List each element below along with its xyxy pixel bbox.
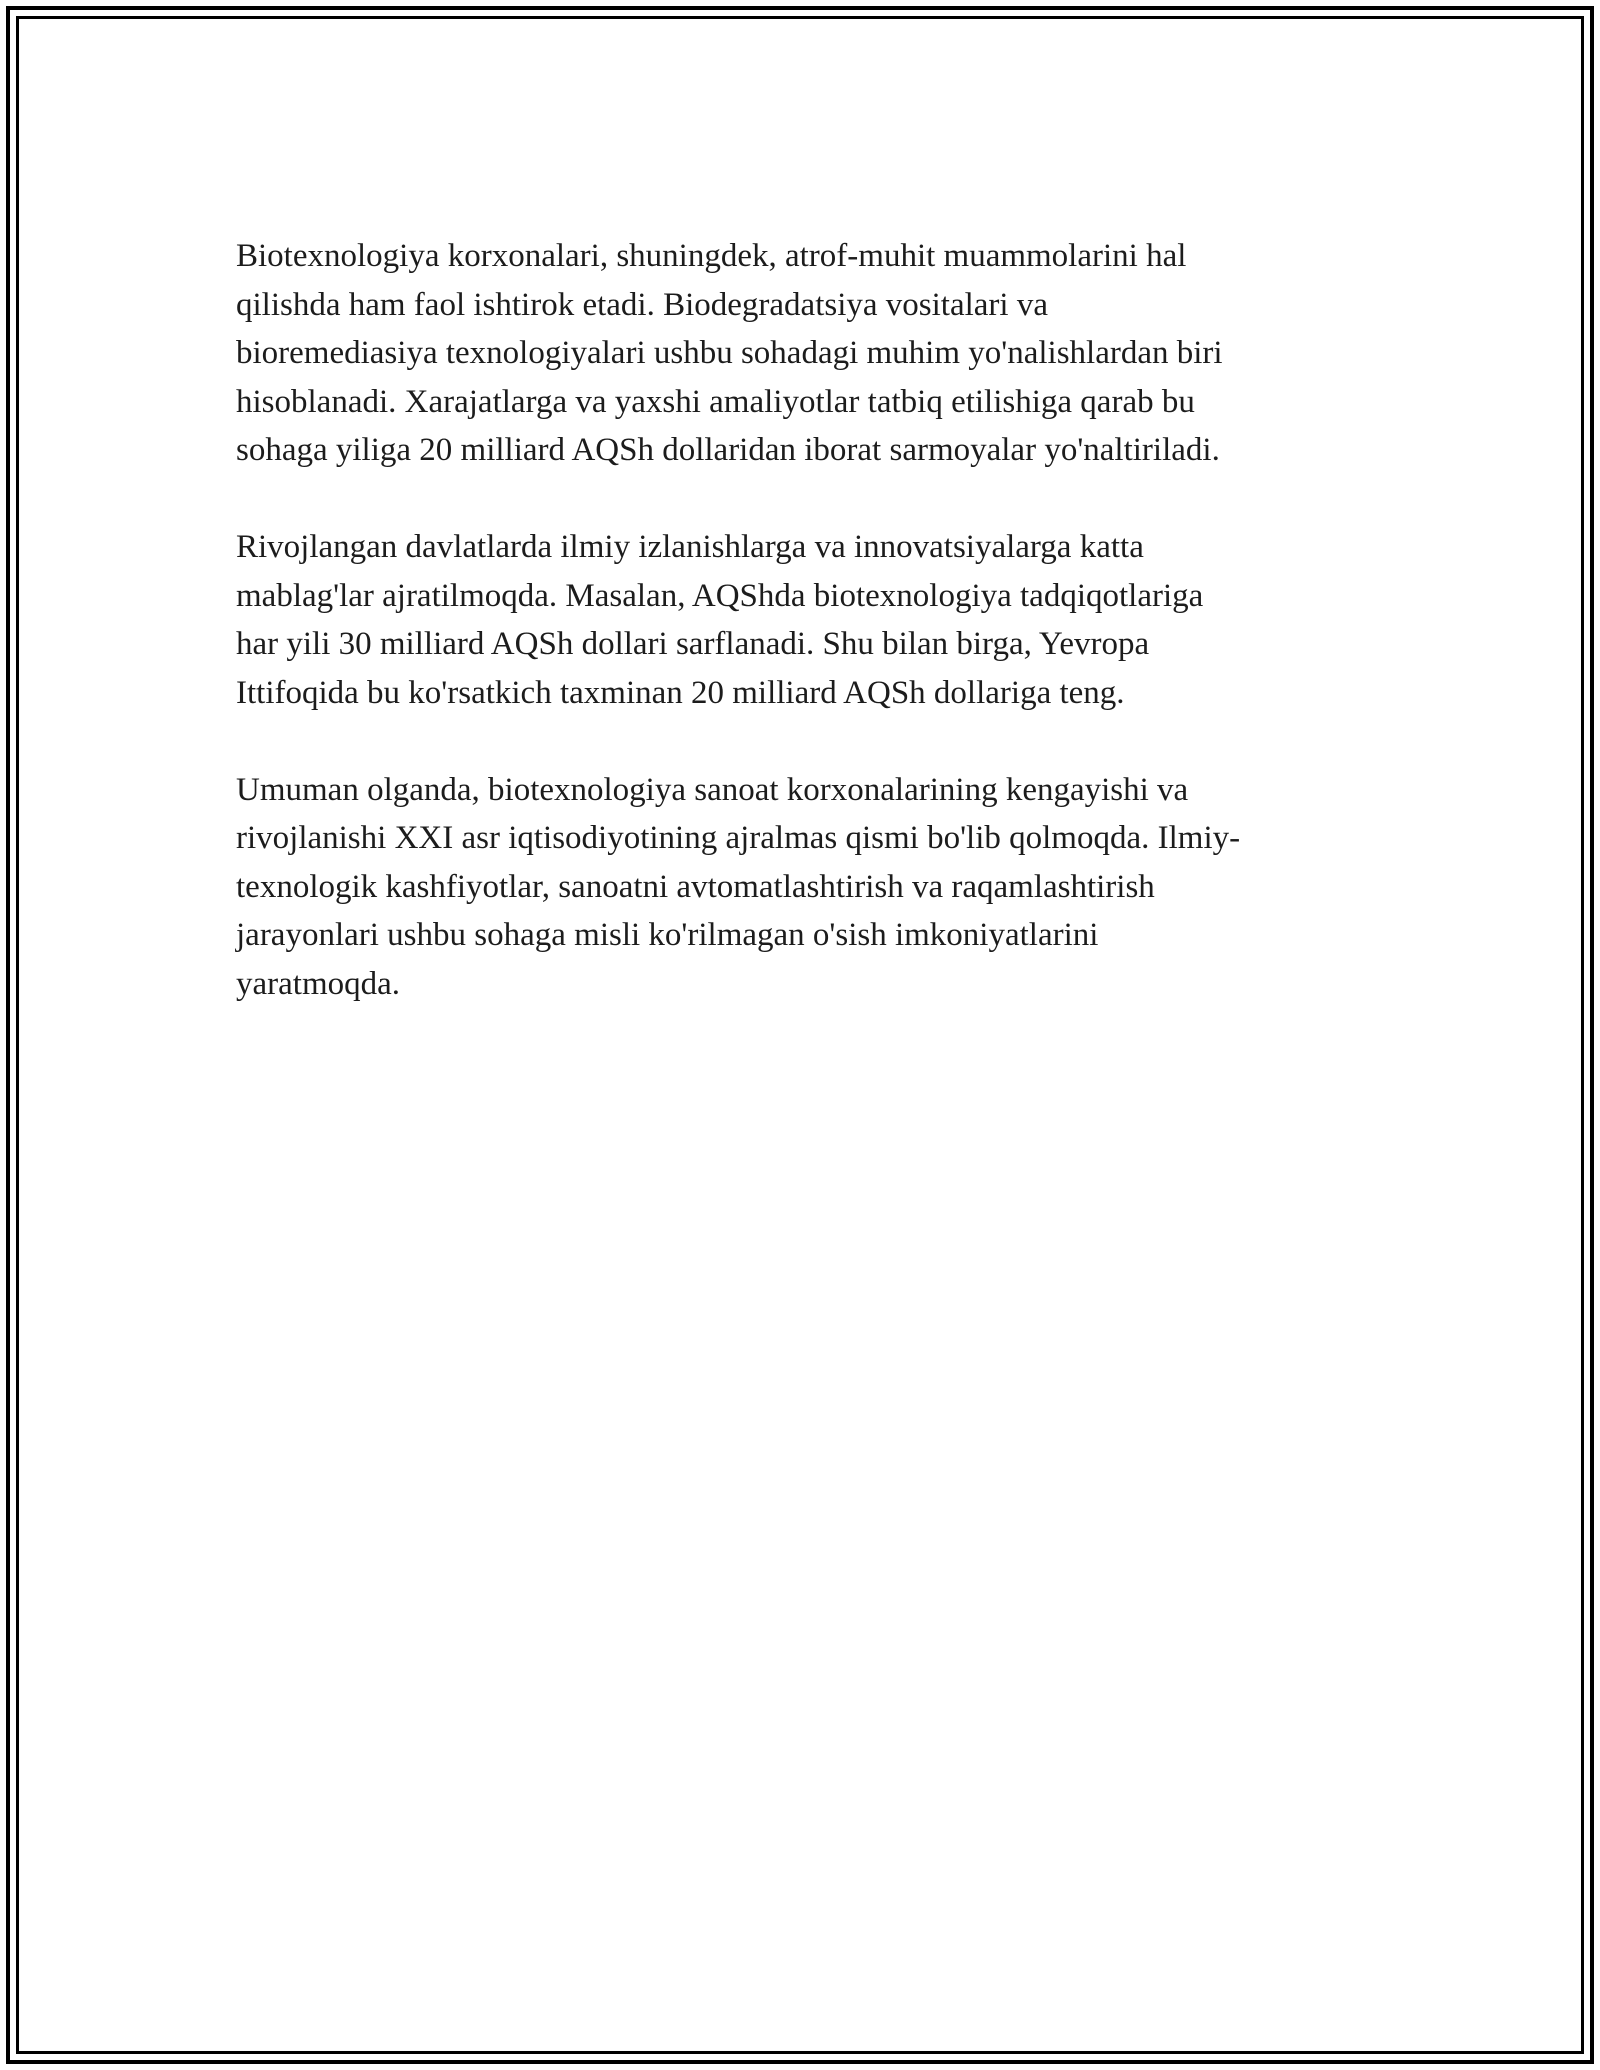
paragraph-1 <box>236 232 1366 475</box>
text-line: har yili 30 milliard AQSh dollari sarflanadi. Shu bilan birga, Yevropa <box>236 626 1150 662</box>
text-line: sohaga yiliga 20 milliard AQSh dollaridan iborat sarmoyalar yo'naltiriladi. <box>236 432 1220 468</box>
text-line: Biotexnologiya korxonalari, shuningdek, atrof-muhit muammolarini hal <box>236 238 1187 274</box>
text-line: jarayonlari ushbu sohaga misli ko'rilmagan o'sish imkoniyatlarini <box>236 917 1099 953</box>
text-line: bioremediasiya texnologiyalari ushbu sohadagi muhim yo'nalishlardan biri <box>236 335 1223 371</box>
paragraph-2 <box>236 523 1366 717</box>
document-body <box>236 232 1366 1008</box>
text-line: Umuman olganda, biotexnologiya sanoat korxonalarining kengayishi va <box>236 771 1189 808</box>
text-line: texnologik kashfiyotlar, sanoatni avtomatlashtirish va raqamlashtirish <box>236 868 1155 905</box>
text-line: Ittifoqida bu ko'rsatkich taxminan 20 milliard AQSh dollariga teng. <box>236 674 1125 711</box>
text-line: hisoblanadi. Xarajatlarga va yaxshi amaliyotlar tatbiq etilishiga qarab bu <box>236 383 1195 420</box>
text-line: qilishda ham faol ishtirok etadi. Biodegradatsiya vositalari va <box>236 286 1048 323</box>
text-line: mablag'lar ajratilmoqda. Masalan, AQShda biotexnologiya tadqiqotlariga <box>236 577 1204 614</box>
text-line: rivojlanishi XXI asr iqtisodiyotining ajralmas qismi bo'lib qolmoqda. Ilmiy- <box>236 820 1241 856</box>
text-line: Rivojlangan davlatlarda ilmiy izlanishlarga va innovatsiyalarga katta <box>236 529 1144 565</box>
text-line: yaratmoqda. <box>236 965 401 1002</box>
paragraph-3 <box>236 766 1366 1009</box>
